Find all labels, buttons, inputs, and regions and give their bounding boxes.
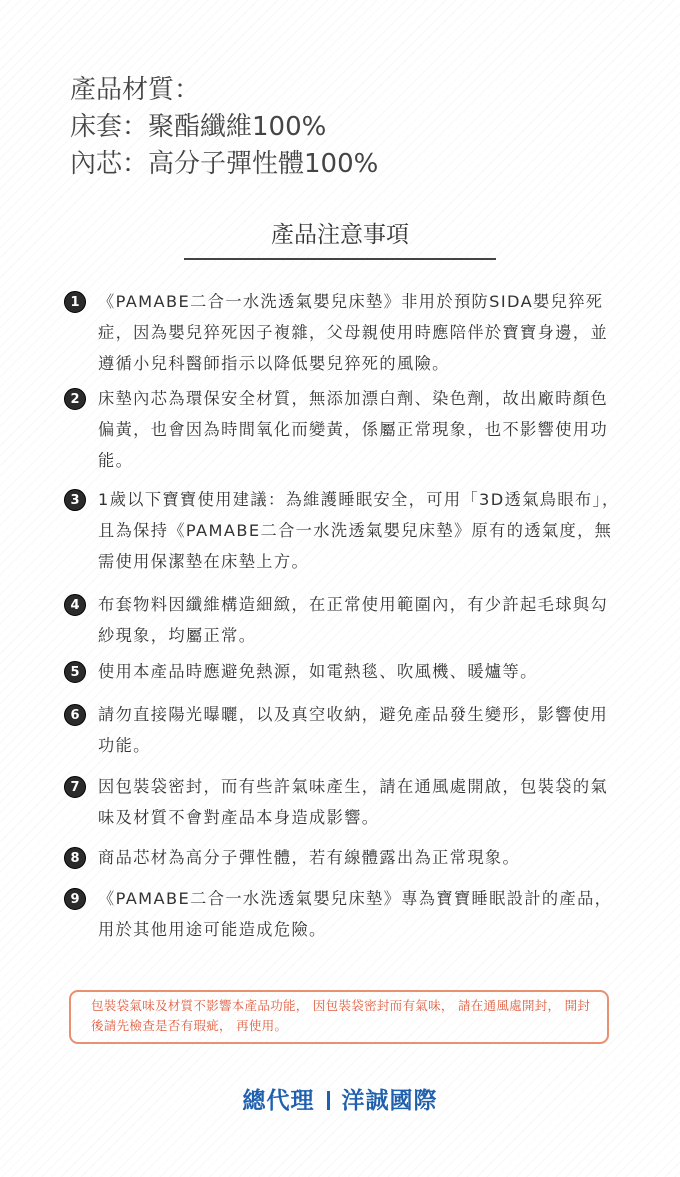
footer-divider <box>327 1091 330 1110</box>
notice-item-text: 使用本產品時應避免熱源，如電熱毯、吹風機、暖爐等。 <box>98 662 538 681</box>
notice-item-text: 請勿直接陽光曝曬，以及真空收納，避免產品發生變形，影響使用功能。 <box>98 705 609 755</box>
notice-item-3 <box>64 484 624 577</box>
number-badge-icon: 3 <box>64 489 86 511</box>
number-badge-icon: 9 <box>64 888 86 910</box>
notice-item-text: 因包裝袋密封，而有些許氣味產生，請在通風處開啟，包裝袋的氣味及材質不會對產品本身造成影響。 <box>98 777 609 827</box>
notice-item-8 <box>64 842 624 873</box>
distributor-label: 總代理 <box>242 1088 315 1114</box>
notice-item-6 <box>64 699 624 761</box>
number-badge-icon: 8 <box>64 847 86 869</box>
number-badge-icon: 6 <box>64 704 86 726</box>
number-badge-icon: 2 <box>64 388 86 410</box>
notice-item-9 <box>64 883 624 945</box>
warning-box <box>69 990 609 1044</box>
distributor-footer <box>0 1083 680 1119</box>
notice-item-text: 《PAMABE二合一水洗透氣嬰兒床墊》專為寶寶睡眠設計的產品，用於其他用途可能造成危險。 <box>98 889 613 939</box>
number-badge-icon: 7 <box>64 776 86 798</box>
number-badge-icon: 4 <box>64 594 86 616</box>
notice-title: 產品注意事項 <box>271 222 409 248</box>
notice-item-text: 布套物料因纖維構造細緻，在正常使用範圍內，有少許起毛球與勾紗現象，均屬正常。 <box>98 595 609 645</box>
distributor-name: 洋誠國際 <box>341 1088 438 1114</box>
materials-section <box>70 72 378 183</box>
number-badge-icon: 5 <box>64 661 86 683</box>
notice-item-text: 1歲以下寶寶使用建議：為維護睡眠安全，可用「3D透氣鳥眼布」，且為保持《PAMABE二合一水洗透氣嬰兒床墊》原有的透氣度，無需使用保潔墊在床墊上方。 <box>98 490 620 571</box>
number-badge-icon: 1 <box>64 291 86 313</box>
notice-item-4 <box>64 589 624 651</box>
notice-item-5 <box>64 656 624 687</box>
materials-cover: 床套：聚酯纖維100% <box>70 112 327 142</box>
warning-text: 包裝袋氣味及材質不影響本產品功能， 因包裝袋密封而有氣味， 請在通風處開封， 開封後請先檢查是否有瑕疵， 再使用。 <box>91 998 591 1033</box>
notice-item-7 <box>64 771 624 833</box>
materials-heading: 產品材質： <box>70 75 201 105</box>
notice-item-2 <box>64 383 624 476</box>
notice-item-text: 商品芯材為高分子彈性體，若有線體露出為正常現象。 <box>98 848 521 867</box>
notice-item-1 <box>64 286 624 379</box>
notice-item-text: 《PAMABE二合一水洗透氣嬰兒床墊》非用於預防SIDA嬰兒猝死症，因為嬰兒猝死因子複雜，父母親使用時應陪伴於寶寶身邊，並遵循小兒科醫師指示以降低嬰兒猝死的風險。 <box>98 292 609 373</box>
materials-core: 內芯：高分子彈性體100% <box>70 149 379 179</box>
title-underline <box>184 258 496 260</box>
notice-item-text: 床墊內芯為環保安全材質，無添加漂白劑、染色劑，故出廠時顏色偏黃，也會因為時間氧化而變黃，係屬正常現象，也不影響使用功能。 <box>98 389 609 470</box>
